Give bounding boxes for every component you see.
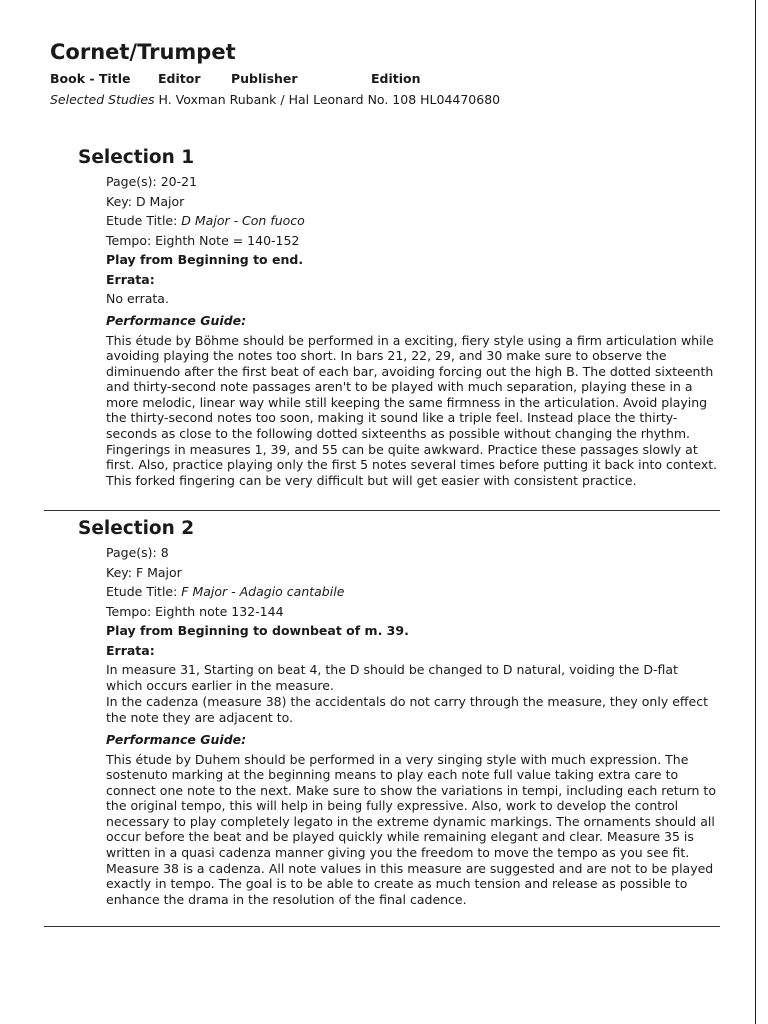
selection-2-tempo: Tempo: Eighth note 132-144 — [106, 603, 284, 619]
etude-title-prefix: Etude Title: — [106, 213, 182, 228]
selection-1-guide-label: Performance Guide: — [106, 313, 247, 328]
etude-title-value: F Major - Adagio cantabile — [181, 584, 345, 599]
selection-1-play-instruction: Play from Beginning to end. — [106, 252, 304, 267]
book-title-header: Book - Title — [50, 71, 131, 86]
selection-1 — [78, 147, 718, 492]
selection-2-errata-label: Errata: — [106, 642, 155, 658]
selection-1-errata-label: Errata: — [106, 271, 155, 287]
selection-1-pages: Page(s): 20-21 — [106, 174, 198, 189]
selection-2 — [78, 518, 718, 911]
selection-1-errata: No errata. — [106, 291, 169, 306]
book-header-row — [50, 71, 550, 87]
document-title: Cornet/Trumpet — [50, 40, 236, 64]
etude-title-prefix: Etude Title: — [106, 584, 182, 599]
selection-1-tempo: Tempo: Eighth Note = 140-152 — [106, 232, 300, 248]
selection-2-guide-label: Performance Guide: — [106, 732, 247, 747]
book-details: H. Voxman Rubank / Hal Leonard No. 108 HL04470680 — [158, 92, 501, 107]
selection-1-key: Key: D Major — [106, 193, 185, 209]
selection-2-play-instruction: Play from Beginning to downbeat of m. 39. — [106, 623, 409, 638]
page-edge-line — [755, 0, 756, 1024]
selection-2-etude-title — [106, 584, 718, 600]
publisher-header: Publisher — [231, 71, 298, 86]
selection-2-errata-item: In the cadenza (measure 38) the accidentals do not carry through the measure, they only effect the note they are adjacent to. — [106, 694, 708, 725]
selection-1-heading: Selection 1 — [78, 147, 195, 168]
selection-2-heading: Selection 2 — [78, 518, 195, 539]
editor-header: Editor — [158, 71, 201, 86]
section-divider — [44, 510, 720, 511]
section-divider — [44, 926, 720, 927]
etude-title-value: D Major - Con fuoco — [181, 213, 305, 228]
edition-header: Edition — [371, 71, 421, 86]
selection-2-key: Key: F Major — [106, 564, 182, 580]
selection-2-errata-item: In measure 31, Starting on beat 4, the D should be changed to D natural, voiding the D-flat which occurs earlier in the measure. — [106, 662, 678, 693]
selection-1-guide-text: This étude by Böhme should be performed in a exciting, fiery style using a firm articulation while avoiding playing the notes too short. In bars 21, 22, 29, and 30 make sure to observe the diminuendo after the first beat of each bar, avoiding forcing out the high B. The dotted sixteenth and thirty-second note passages aren't to be played with much separation, playing these in a more melodic, linear way while still keeping the same firmness in the articulation. Avoid playing the thirty-second notes too soon, making it sound like a triple feel. Instead place the thirty-seconds as close to the following dotted sixteenths as possible without changing the rhythm. Fingerings in measures 1, 39, and 55 can be quite awkward. Practice these passages slowly at first. Also, practice playing only the first 5 notes several times before putting it back into context. This forked fingering can be very difficult but will get easier with consistent practice. — [106, 332, 718, 488]
book-info-row — [50, 92, 500, 107]
selection-2-pages: Page(s): 8 — [106, 545, 169, 560]
selection-1-etude-title — [106, 213, 718, 229]
selection-2-guide-text: This étude by Duhem should be performed in a very singing style with much expression. The sostenuto marking at the beginning means to play each note full value taking extra care to connect one note to the next. Make sure to show the variations in tempi, including each return to the original tempo, this will help in being fully expressive. Also, work to develop the control necessary to play completely legato in the extreme dynamic markings. The ornaments should all occur before the beat and be played quickly while remaining elegant and clear. Measure 35 is written in a quasi cadenza manner giving you the freedom to move the tempo as you see fit. Measure 38 is a cadenza. All note values in this measure are suggested and are not to be played exactly in tempo. The goal is to be able to create as much tension and release as possible to enhance the drama in the resolution of the final cadence. — [106, 751, 716, 907]
book-title: Selected Studies — [50, 92, 155, 107]
